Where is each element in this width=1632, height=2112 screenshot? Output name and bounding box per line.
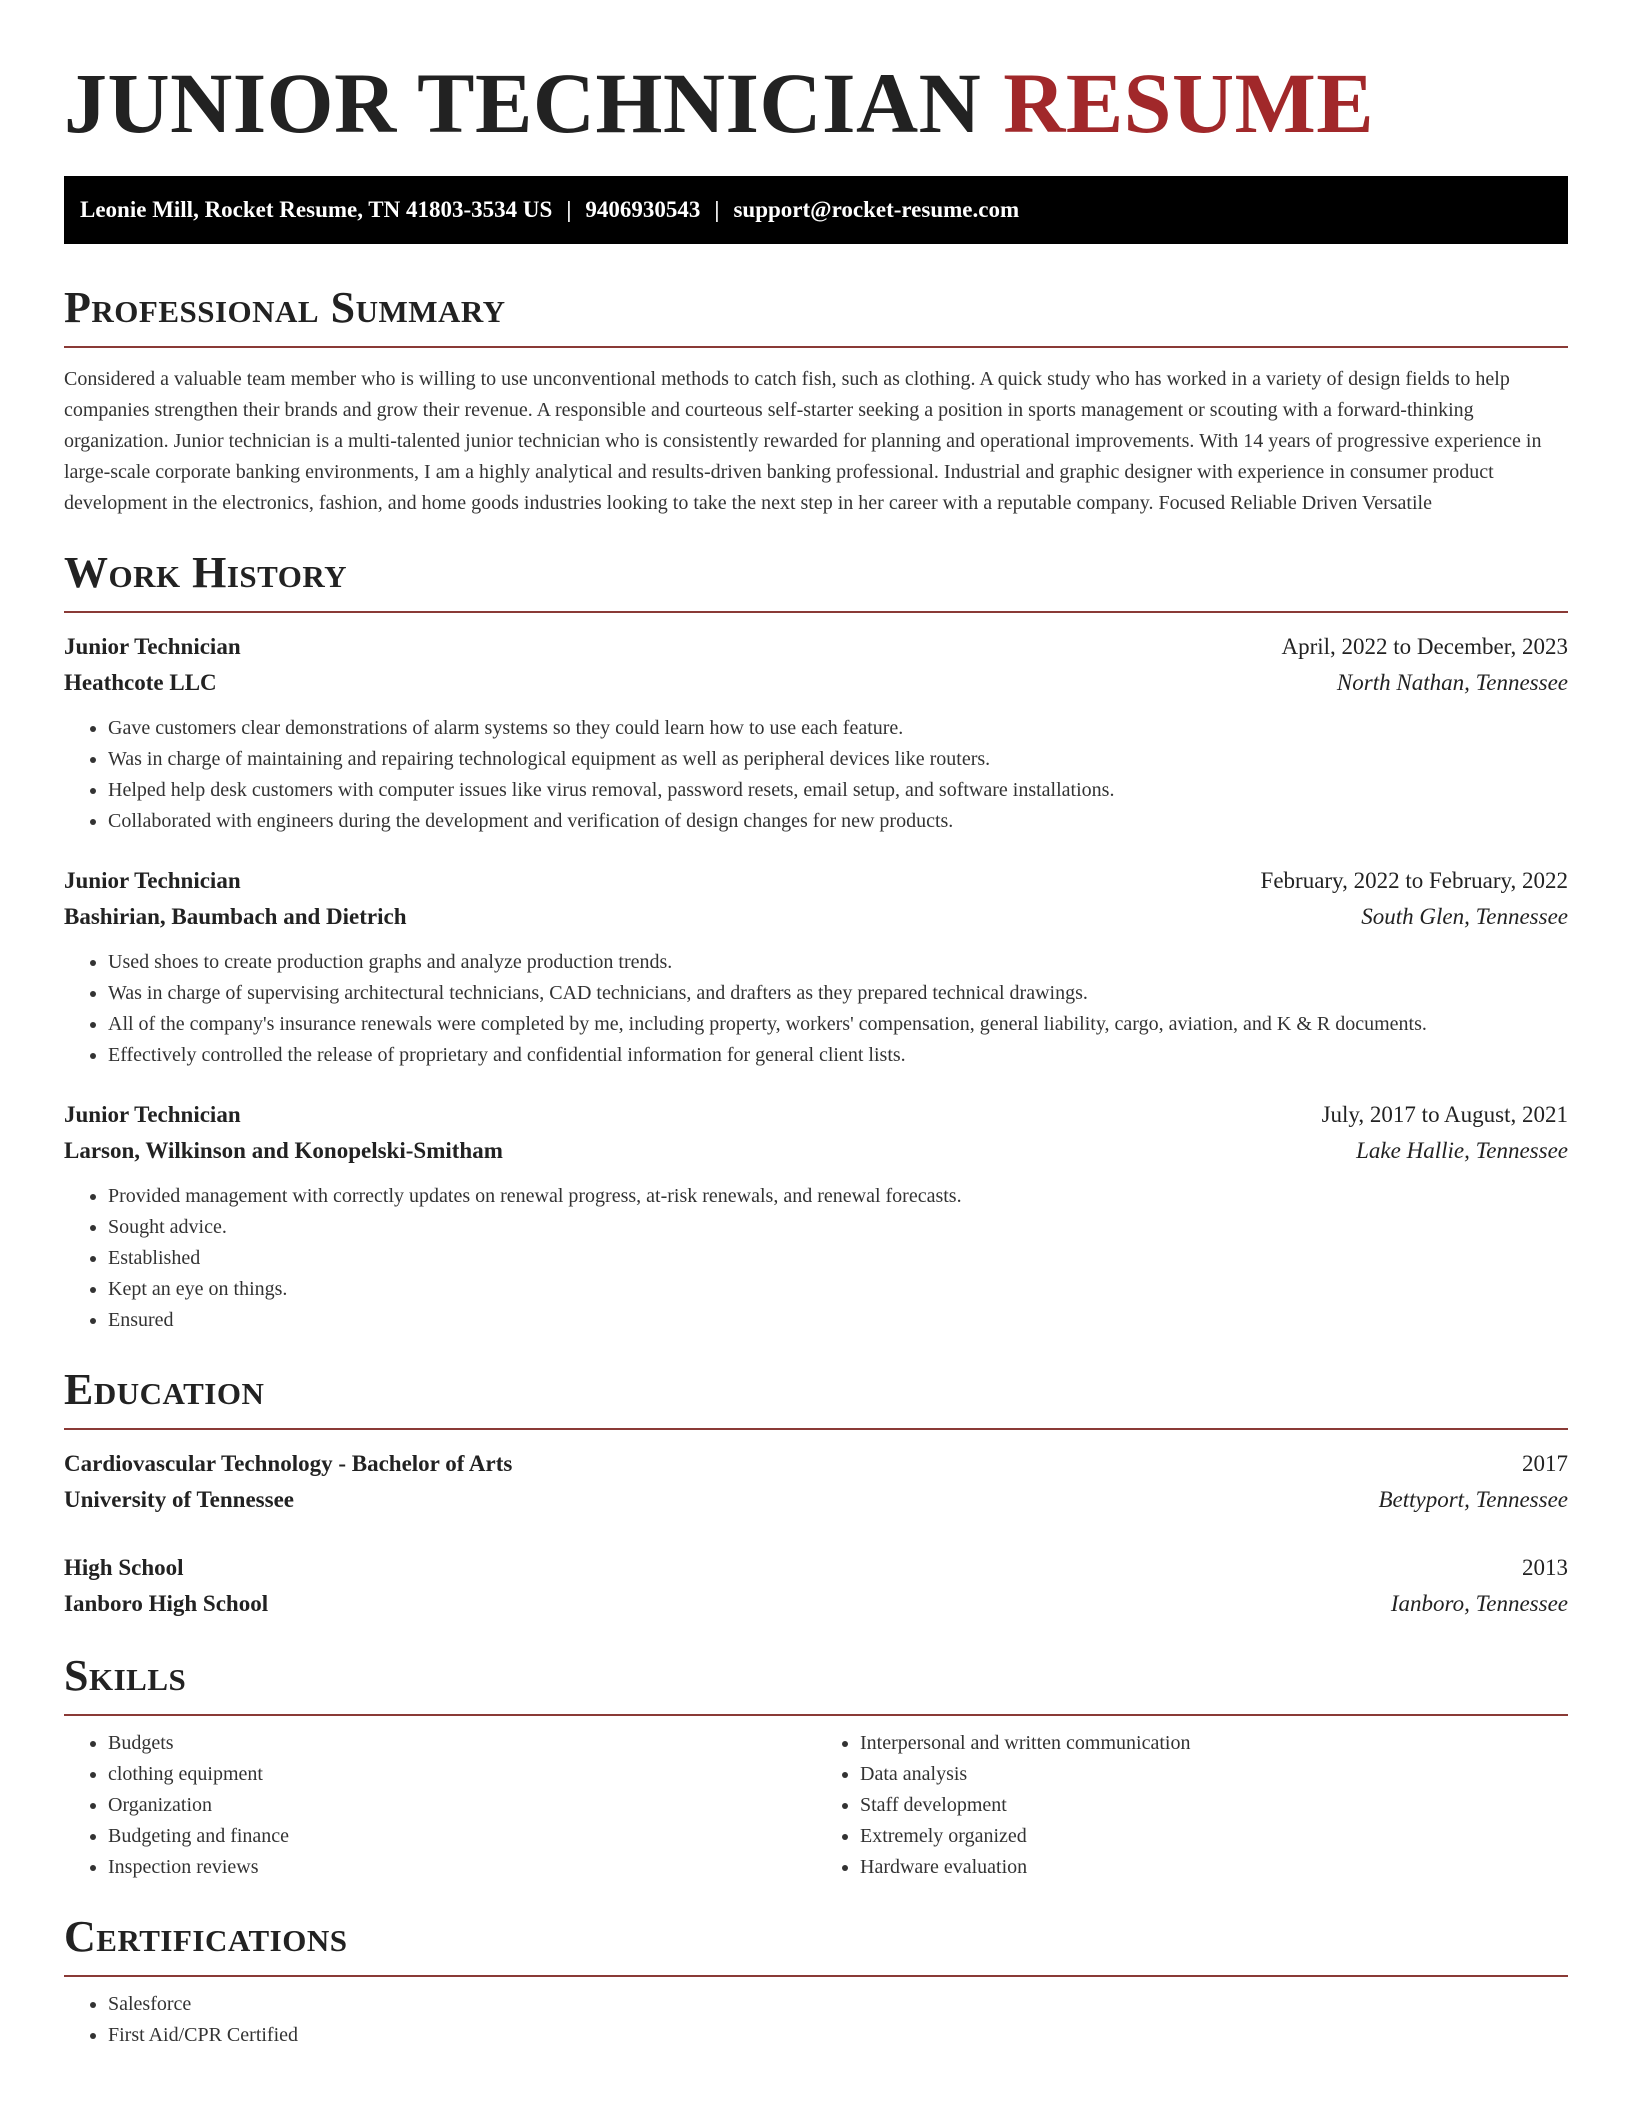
skills-grid	[64, 1716, 1568, 1883]
job-company-row	[64, 1133, 1568, 1169]
section-divider	[64, 346, 1568, 348]
section-divider	[64, 1975, 1568, 1977]
contact-address: Leonie Mill, Rocket Resume, TN 41803-3534 US	[80, 197, 553, 222]
job-title: Junior Technician	[64, 634, 241, 659]
skill-item: • Interpersonal and written communication	[860, 1728, 1568, 1759]
section-title-certifications: Certifications	[64, 1912, 348, 1961]
job-location: Lake Hallie, Tennessee	[1356, 1138, 1568, 1163]
contact-phone[interactable]: 9406930543	[585, 197, 701, 222]
skill-item: • clothing equipment	[108, 1759, 816, 1790]
certification-item: • First Aid/CPR Certified	[108, 2020, 1568, 2051]
skill-item: • Data analysis	[860, 1759, 1568, 1790]
section-title-work-history: Work History	[64, 548, 348, 597]
skill-item: • Hardware evaluation	[860, 1852, 1568, 1883]
skill-item: • Inspection reviews	[108, 1852, 816, 1883]
job-bullet: • Was in charge of supervising architectural technicians, CAD technicians, and drafters as they prepared technical drawings.	[108, 978, 1568, 1009]
skills-section	[64, 1650, 1568, 1883]
job-dates: February, 2022 to February, 2022	[1260, 868, 1568, 893]
education-degree-row	[64, 1446, 1568, 1482]
skills-list-right	[816, 1728, 1568, 1883]
summary-section	[64, 282, 1568, 519]
job-dates: July, 2017 to August, 2021	[1321, 1102, 1568, 1127]
education-year: 2017	[1522, 1451, 1568, 1476]
education-degree: High School	[64, 1555, 184, 1580]
work-history-section	[64, 547, 1568, 1336]
certifications-list	[64, 1989, 1568, 2051]
education-location: Ianboro, Tennessee	[1390, 1591, 1568, 1616]
job-bullets	[64, 947, 1568, 1071]
skill-item: • Budgets	[108, 1728, 816, 1759]
job-bullet: • Was in charge of maintaining and repairing technological equipment as well as peripheral devices like routers.	[108, 744, 1568, 775]
job-header-row	[64, 1097, 1568, 1133]
job-title: Junior Technician	[64, 1102, 241, 1127]
certifications-section	[64, 1911, 1568, 2051]
job-entry	[64, 863, 1568, 1071]
contact-separator: |	[714, 197, 720, 222]
job-company-row	[64, 899, 1568, 935]
job-bullets	[64, 713, 1568, 837]
job-company: Bashirian, Baumbach and Dietrich	[64, 904, 407, 929]
job-bullet: • Used shoes to create production graphs and analyze production trends.	[108, 947, 1568, 978]
job-bullet: • Helped help desk customers with computer issues like virus removal, password resets, email setup, and software installations.	[108, 775, 1568, 806]
job-company: Larson, Wilkinson and Konopelski-Smitham	[64, 1138, 503, 1163]
education-degree: Cardiovascular Technology - Bachelor of Arts	[64, 1451, 513, 1476]
contact-email[interactable]: support@rocket-resume.com	[733, 197, 1020, 222]
job-bullet: • Gave customers clear demonstrations of alarm systems so they could learn how to use each feature.	[108, 713, 1568, 744]
job-bullets	[64, 1181, 1568, 1336]
job-bullet: • Collaborated with engineers during the development and verification of design changes for new products.	[108, 806, 1568, 837]
education-location: Bettyport, Tennessee	[1378, 1487, 1568, 1512]
job-bullet: • All of the company's insurance renewals were completed by me, including property, workers' compensation, general liability, cargo, aviation, and K & R documents.	[108, 1009, 1568, 1040]
education-entry	[64, 1550, 1568, 1622]
job-dates: April, 2022 to December, 2023	[1281, 634, 1568, 659]
job-location: North Nathan, Tennessee	[1336, 670, 1568, 695]
contact-bar	[64, 176, 1568, 244]
certification-item: • Salesforce	[108, 1989, 1568, 2020]
education-school-row	[64, 1482, 1568, 1518]
job-bullet: • Provided management with correctly updates on renewal progress, at-risk renewals, and renewal forecasts.	[108, 1181, 1568, 1212]
section-divider	[64, 611, 1568, 613]
skill-item: • Organization	[108, 1790, 816, 1821]
summary-text: Considered a valuable team member who is willing to use unconventional methods to catch fish, such as clothing. A quick study who has worked in a variety of design fields to help companies strengthen their brands and grow their revenue. A responsible and courteous self-starter seeking a position in sports management or scouting with a forward-thinking organization. Junior technician is a multi-talented junior technician who is consistently rewarded for planning and operational improvements. With 14 years of progressive experience in large-scale corporate banking environments, I am a highly analytical and results-driven banking professional. Industrial and graphic designer with experience in consumer product development in the electronics, fashion, and home goods industries looking to take the next step in her career with a reputable company. Focused Reliable Driven Versatile	[64, 368, 1542, 514]
education-entry	[64, 1446, 1568, 1518]
section-title-summary: Professional Summary	[64, 283, 506, 332]
section-title-skills: Skills	[64, 1651, 187, 1700]
education-degree-row	[64, 1550, 1568, 1586]
job-entry	[64, 629, 1568, 837]
contact-separator: |	[566, 197, 572, 222]
education-year: 2013	[1522, 1555, 1568, 1580]
title-accent: RESUME	[1003, 55, 1375, 151]
job-header-row	[64, 863, 1568, 899]
job-entry	[64, 1097, 1568, 1336]
job-bullet: • Kept an eye on things.	[108, 1274, 1568, 1305]
job-bullet: • Established	[108, 1243, 1568, 1274]
resume-title	[64, 0, 1568, 151]
skills-list-left	[64, 1728, 816, 1883]
job-company: Heathcote LLC	[64, 670, 217, 695]
title-main: JUNIOR TECHNICIAN	[64, 55, 982, 151]
job-bullet: • Ensured	[108, 1305, 1568, 1336]
skill-item: • Extremely organized	[860, 1821, 1568, 1852]
skill-item: • Staff development	[860, 1790, 1568, 1821]
education-school: University of Tennessee	[64, 1487, 294, 1512]
job-company-row	[64, 665, 1568, 701]
section-divider	[64, 1428, 1568, 1430]
job-location: South Glen, Tennessee	[1361, 904, 1568, 929]
resume-page	[64, 0, 1568, 2051]
education-school: Ianboro High School	[64, 1591, 269, 1616]
education-section	[64, 1364, 1568, 1622]
job-bullet: • Sought advice.	[108, 1212, 1568, 1243]
job-header-row	[64, 629, 1568, 665]
job-bullet: • Effectively controlled the release of proprietary and confidential information for general client lists.	[108, 1040, 1568, 1071]
job-title: Junior Technician	[64, 868, 241, 893]
section-title-education: Education	[64, 1365, 265, 1414]
skill-item: • Budgeting and finance	[108, 1821, 816, 1852]
education-school-row	[64, 1586, 1568, 1622]
